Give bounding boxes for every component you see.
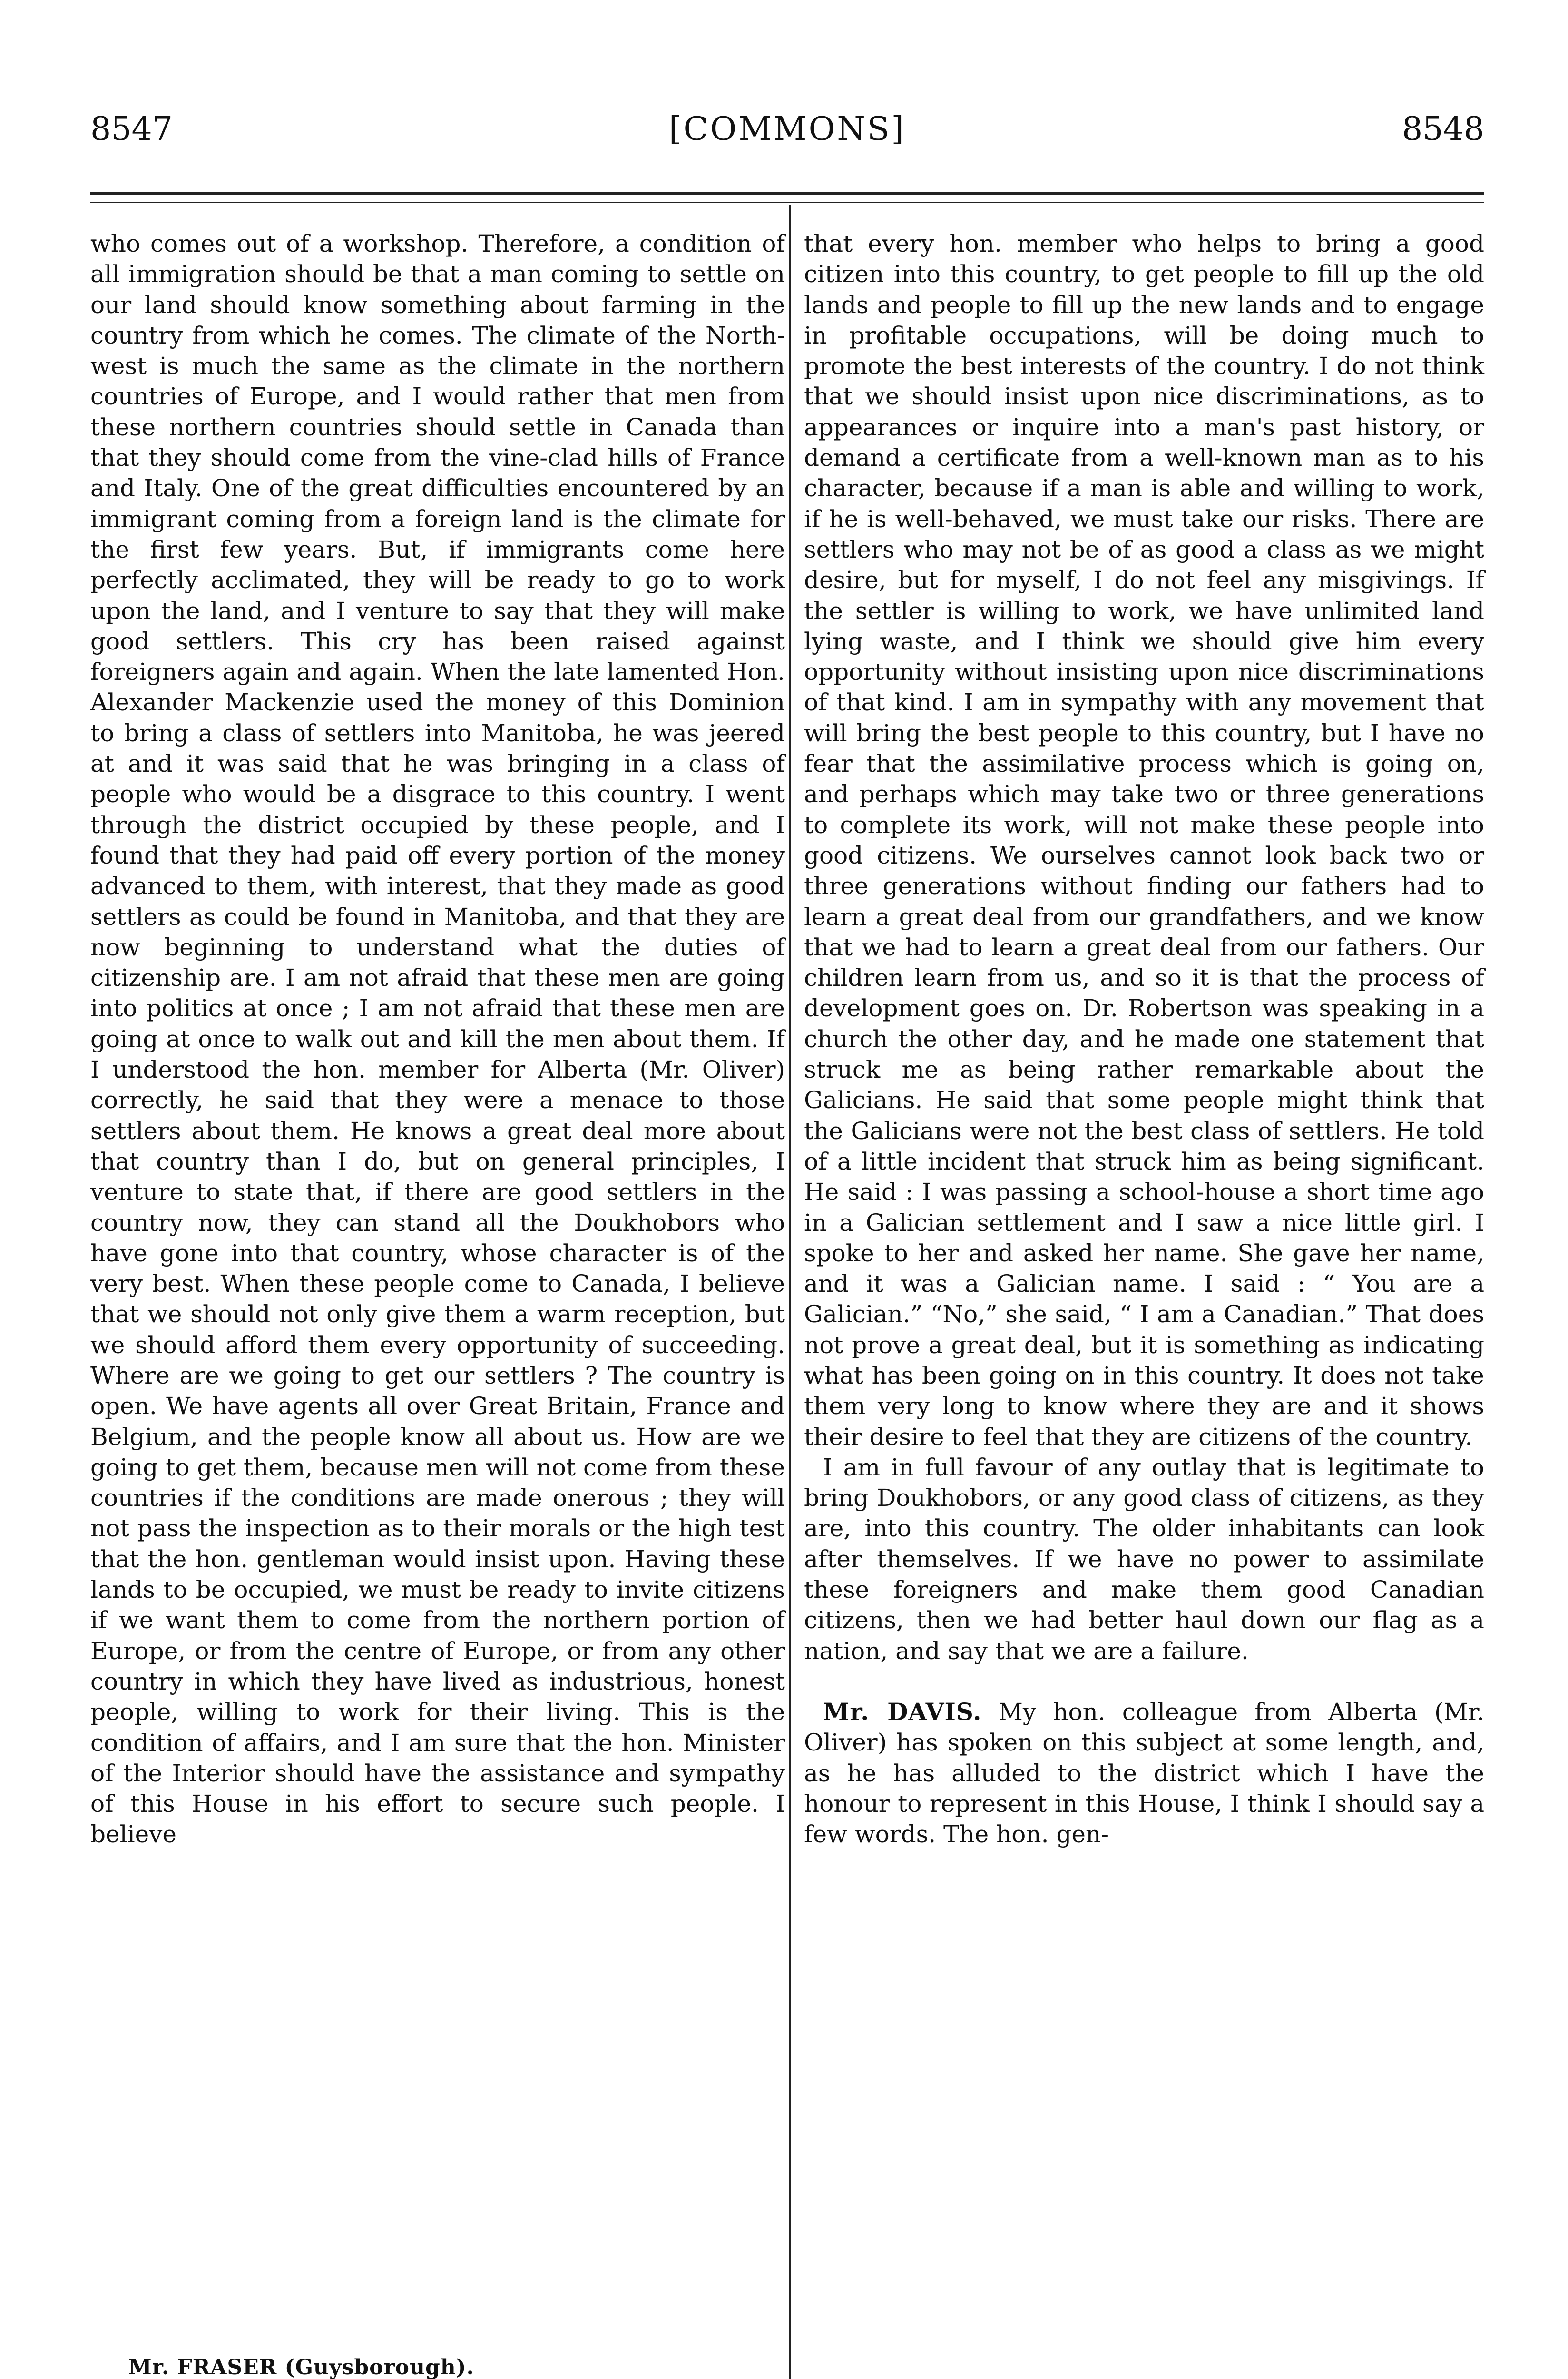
speaker-name: Mr. DAVIS. [823, 1697, 982, 1726]
header-rule-bottom [90, 202, 1484, 203]
column-divider [789, 205, 791, 2379]
davis-speech-text: My hon. colleague from Alberta (Mr. Oliver) has spoken on this subject at some length, and, as he has alluded to the district which I have the honour to represent in this House, I think I should say a few words. The hon. gen- [804, 1698, 1484, 1848]
page-header [90, 110, 1484, 172]
right-page-number: 8548 [1401, 110, 1484, 148]
right-paragraph-2: I am in full favour of any outlay that is legitimate to bring Doukhobors, or any good class of citizens, as they are, into this country. The older inhabitants can look after themselves. If we have no power to assimilate these foreigners and make them good Canadian citizens, then we had better haul down our flag as a nation, and say that we are a failure. [804, 1453, 1484, 1665]
davis-speech [804, 1697, 1484, 1849]
header-rule-top [90, 192, 1484, 195]
running-title: [COMMONS] [669, 110, 906, 148]
right-column [804, 228, 1484, 1849]
speaker-footer: Mr. FRASER (Guysborough). [128, 2355, 474, 2379]
left-column [90, 228, 785, 1850]
right-paragraph-1: that every hon. member who helps to bring a good citizen into this country, to get people to fill up the old lands and people to fill up the new lands and to engage in profitable occupations, will be doing much to promote the best interests of the country. I do not think that we should insist upon nice discriminations, as to appearances or inquire into a man's past history, or demand a certificate from a well-known man as to his character, because if a man is able and willing to work, if he is well-behaved, we must take our risks. There are settlers who may not be of as good a class as we might desire, but for myself, I do not feel any misgivings. If the settler is willing to work, we have unlimited land lying waste, and I think we should give him every opportunity without insisting upon nice discriminations of that kind. I am in sympathy with any movement that will bring the best people to this country, but I have no fear that the assimilative process which is going on, and perhaps which may take two or three generations to complete its work, will not make these people into good citizens. We ourselves cannot look back two or three generations without finding our fathers had to learn a great deal from our grandfathers, and we know that we had to learn a great deal from our fathers. Our children learn from us, and so it is that the process of development goes on. Dr. Robertson was speaking in a church the other day, and he made one statement that struck me as being rather remarkable about the Galicians. He said that some people might think that the Galicians were not the best class of settlers. He told of a little incident that struck him as being significant. He said : I was passing a school-house a short time ago in a Galician settlement and I saw a nice little girl. I spoke to her and asked her name. She gave her name, and it was a Galician name. I said : “ You are a Galician.” “No,” she said, “ I am a Canadian.” That does not prove a great deal, but it is something as indicating what has been going on in this country. It does not take them very long to know where they are and it shows their desire to feel that they are citizens of the country. [804, 230, 1484, 1451]
left-column-text: who comes out of a workshop. Therefore, a condition of all immigration should be that a man coming to settle on our land should know something about farming in the country from which he comes. The climate of the North-west is much the same as the climate in the northern countries of Europe, and I would rather that men from these northern countries should settle in Canada than that they should come from the vine-clad hills of France and Italy. One of the great difficulties encountered by an immigrant coming from a foreign land is the climate for the first few years. But, if immigrants come here perfectly acclimated, they will be ready to go to work upon the land, and I venture to say that they will make good settlers. This cry has been raised against foreigners again and again. When the late lamented Hon. Alexander Mackenzie used the money of this Dominion to bring a class of settlers into Manitoba, he was jeered at and it was said that he was bringing in a class of people who would be a disgrace to this country. I went through the district occupied by these people, and I found that they had paid off every portion of the money advanced to them, with interest, that they made as good settlers as could be found in Manitoba, and that they are now beginning to understand what the duties of citizenship are. I am not afraid that these men are going into politics at once ; I am not afraid that these men are going at once to walk out and kill the men about them. If I understood the hon. member for Alberta (Mr. Oliver) correctly, he said that they were a menace to those settlers about them. He knows a great deal more about that country than I do, but on general principles, I venture to state that, if there are good settlers in the country now, they can stand all the Doukhobors who have gone into that country, whose character is of the very best. When these people come to Canada, I believe that we should not only give them a warm reception, but we should afford them every opportunity of succeeding. Where are we going to get our settlers ? The country is open. We have agents all over Great Britain, France and Belgium, and the people know all about us. How are we going to get them, because men will not come from these countries if the conditions are made onerous ; they will not pass the inspection as to their morals or the high test that the hon. gentleman would insist upon. Having these lands to be occupied, we must be ready to invite citizens if we want them to come from the northern portion of Europe, or from the centre of Europe, or from any other country in which they have lived as industrious, honest people, willing to work for their living. This is the condition of affairs, and I am sure that the hon. Minister of the Interior should have the assistance and sympathy of this House in his effort to secure such people. I believe [90, 230, 785, 1848]
left-page-number: 8547 [90, 110, 173, 148]
